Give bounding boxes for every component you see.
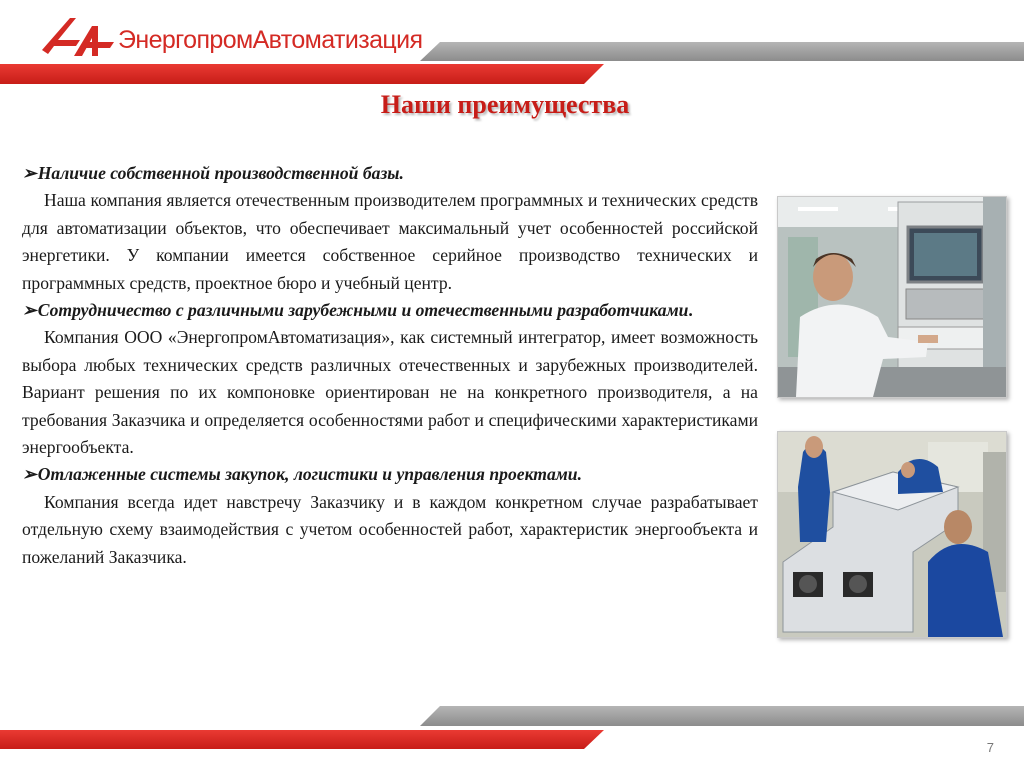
bullet-arrow-icon: ➢	[22, 464, 37, 485]
footer-gray-stripe	[420, 706, 1024, 726]
footer-red-stripe	[0, 730, 604, 749]
engineer-control-cabinet-photo	[777, 196, 1007, 398]
workers-assembling-cabinet-photo	[777, 431, 1007, 638]
section-body-production: Наша компания является отечественным производителем программных и технических средств для автоматизации объектов, что обеспечивает максимальный учет особенностей российской энергетики. У компании имеется собственное серийное производство технических и программных средств, проектное бюро и учебный центр.	[22, 190, 758, 293]
section-heading-production: ➢Наличие собственной производственной базы.	[22, 163, 404, 183]
section-body-cooperation: Компания ООО «ЭнергопромАвтоматизация», как системный интегратор, имеет возможность выбора любых технических средств различных отечественных и зарубежных производителей. Вариант решения по их компоновке ориентирован не на конкретного производителя, а на требования Заказчика и определяется особенностями работ и специфическими характеристиками энергообъекта.	[22, 327, 758, 458]
header-gray-stripe	[420, 42, 1024, 61]
page-number: 7	[986, 740, 994, 755]
section-heading-logistics: ➢Отлаженные системы закупок, логистики и управления проектами.	[22, 464, 582, 485]
header-red-stripe	[0, 64, 604, 84]
logo-text: ЭнергопромАвтоматизация	[118, 26, 423, 54]
bullet-arrow-icon: ➢	[22, 300, 37, 321]
section-heading-cooperation: ➢Сотрудничество с различными зарубежными и отечественными разработчиками.	[22, 300, 693, 321]
slide-content	[22, 160, 758, 571]
slide-title: Наши преимущества	[380, 90, 630, 119]
bullet-arrow-icon: ➢	[22, 163, 37, 183]
company-logo	[40, 12, 423, 62]
section-body-logistics: Компания всегда идет навстречу Заказчику и в каждом конкретном случае разрабатывает отдельную схему взаимодействия с учетом особенностей работ, характеристик энергообъекта и пожеланий Заказчика.	[22, 491, 758, 567]
logo-mark-icon	[40, 12, 120, 62]
